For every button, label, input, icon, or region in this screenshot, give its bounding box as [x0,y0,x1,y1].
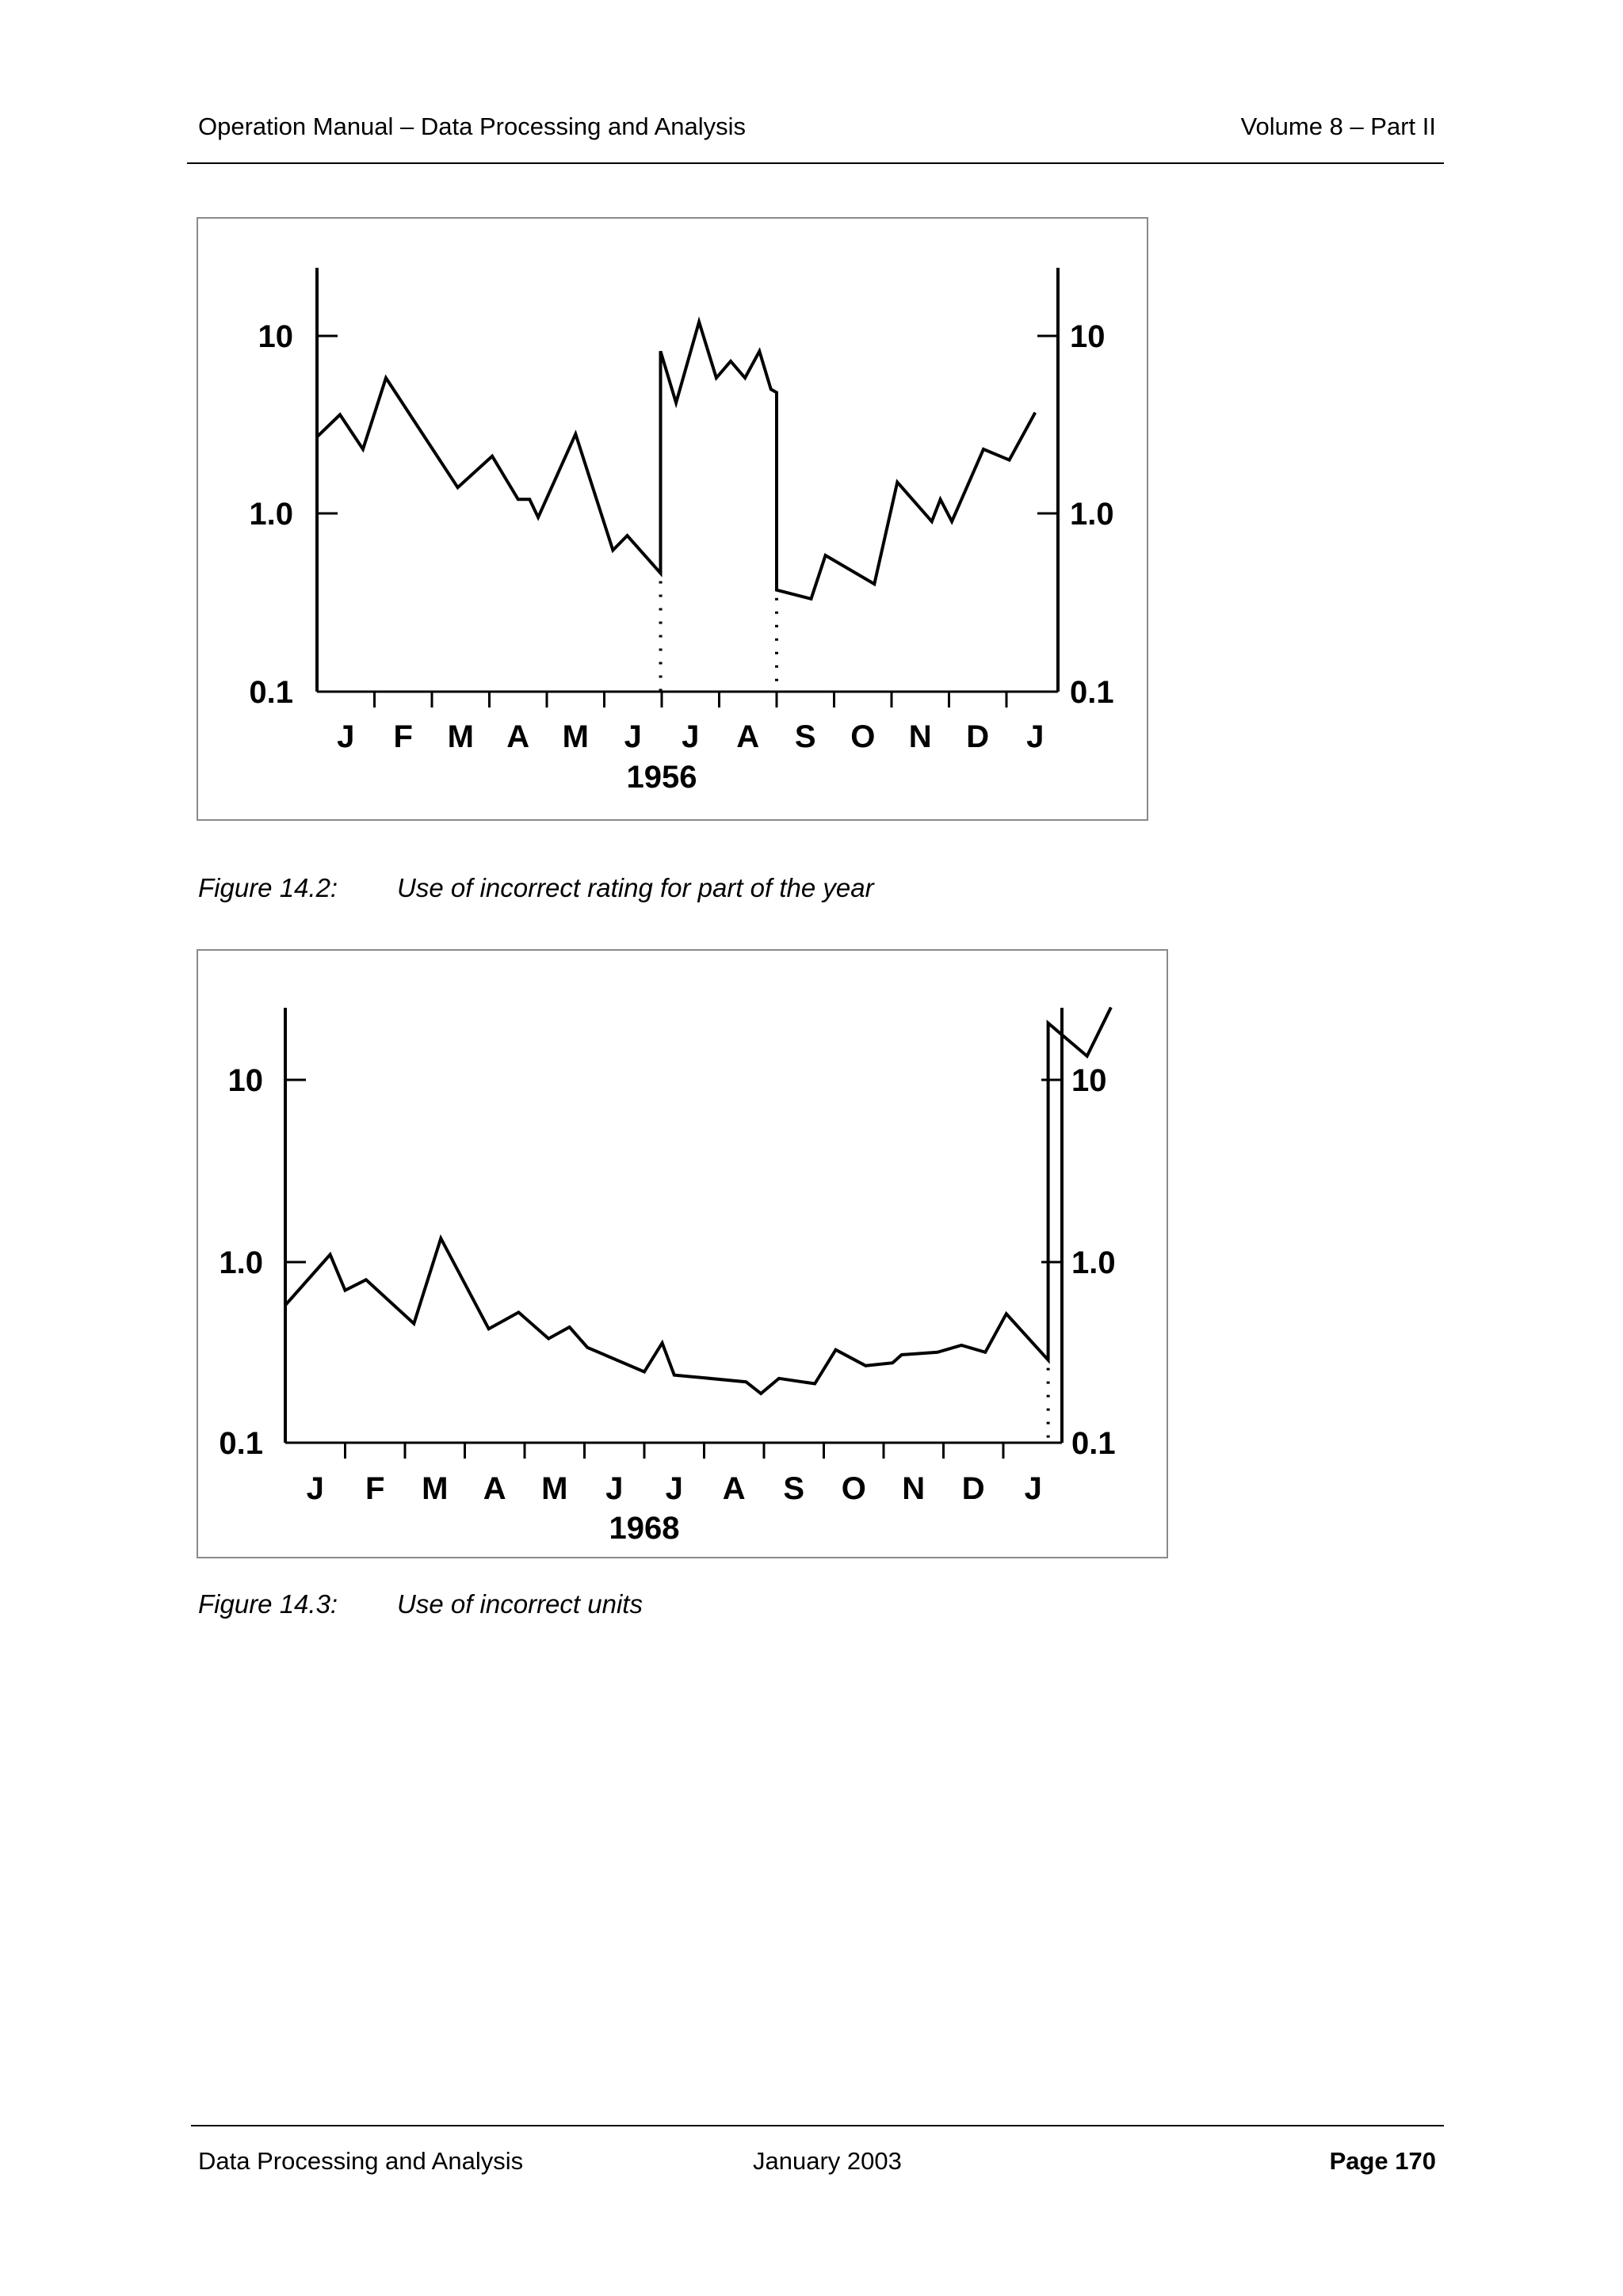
footer-date: January 2003 [753,2147,902,2175]
x-tick-label: J [665,1471,683,1506]
y-tick-label-right: 1.0 [1070,497,1114,532]
x-axis-year-label: 1956 [626,760,697,795]
y-tick-label-right: 0.1 [1070,675,1114,710]
series-line [317,322,1035,599]
y-tick-label-left: 0.1 [249,675,293,710]
figure-14-2-caption-number: Figure 14.2: [198,873,338,902]
x-tick-label: D [966,719,990,754]
x-tick-label: J [306,1471,324,1506]
x-tick-label: J [605,1471,624,1506]
x-tick-label: A [506,719,530,754]
figure-14-3-caption-number: Figure 14.3: [198,1589,338,1619]
figure-14-3-frame [197,949,1168,1558]
x-tick-label: F [365,1471,385,1506]
y-tick-label-right: 10 [1070,319,1106,354]
y-tick-label-right: 10 [1071,1063,1107,1098]
header-volume-label: Volume 8 – Part II [1240,113,1436,140]
y-tick-label-left: 10 [258,319,293,354]
x-tick-label: A [722,1471,746,1506]
footer-page-number: Page 170 [1329,2147,1436,2175]
series-line [285,1008,1111,1394]
figure-14-2-frame [197,217,1148,821]
y-tick-label-right: 0.1 [1071,1426,1116,1461]
x-tick-label: O [841,1471,866,1506]
x-tick-label: J [1026,719,1044,754]
x-tick-label: F [393,719,413,754]
header-document-title: Operation Manual – Data Processing and Analysis [198,113,747,140]
x-tick-label: J [337,719,355,754]
figure-14-2-caption-text: Use of incorrect rating for part of the year [397,873,874,902]
x-tick-label: S [783,1471,805,1506]
header-rule [187,162,1444,164]
x-tick-label: A [483,1471,506,1506]
x-tick-label: A [736,719,760,754]
footer-rule [191,2125,1444,2126]
x-axis-year-label: 1968 [609,1511,680,1546]
x-tick-label: N [908,719,932,754]
figure-14-2-chart [198,219,1150,822]
x-tick-label: O [850,719,876,754]
x-tick-label: D [961,1471,985,1506]
y-tick-label-right: 1.0 [1071,1245,1116,1280]
figure-14-3-chart [198,951,1170,1560]
x-tick-label: J [682,719,700,754]
y-tick-label-left: 1.0 [249,497,293,532]
figure-14-3-caption-text: Use of incorrect units [397,1589,643,1619]
x-tick-label: M [541,1471,568,1506]
y-tick-label-left: 0.1 [219,1426,263,1461]
x-tick-label: J [1024,1471,1042,1506]
x-tick-label: N [902,1471,926,1506]
x-tick-label: M [422,1471,449,1506]
x-tick-label: M [562,719,589,754]
y-tick-label-left: 10 [227,1063,263,1098]
x-tick-label: S [794,719,816,754]
x-tick-label: J [624,719,642,754]
footer-section-title: Data Processing and Analysis [198,2147,524,2175]
y-tick-label-left: 1.0 [219,1245,263,1280]
x-tick-label: M [447,719,474,754]
